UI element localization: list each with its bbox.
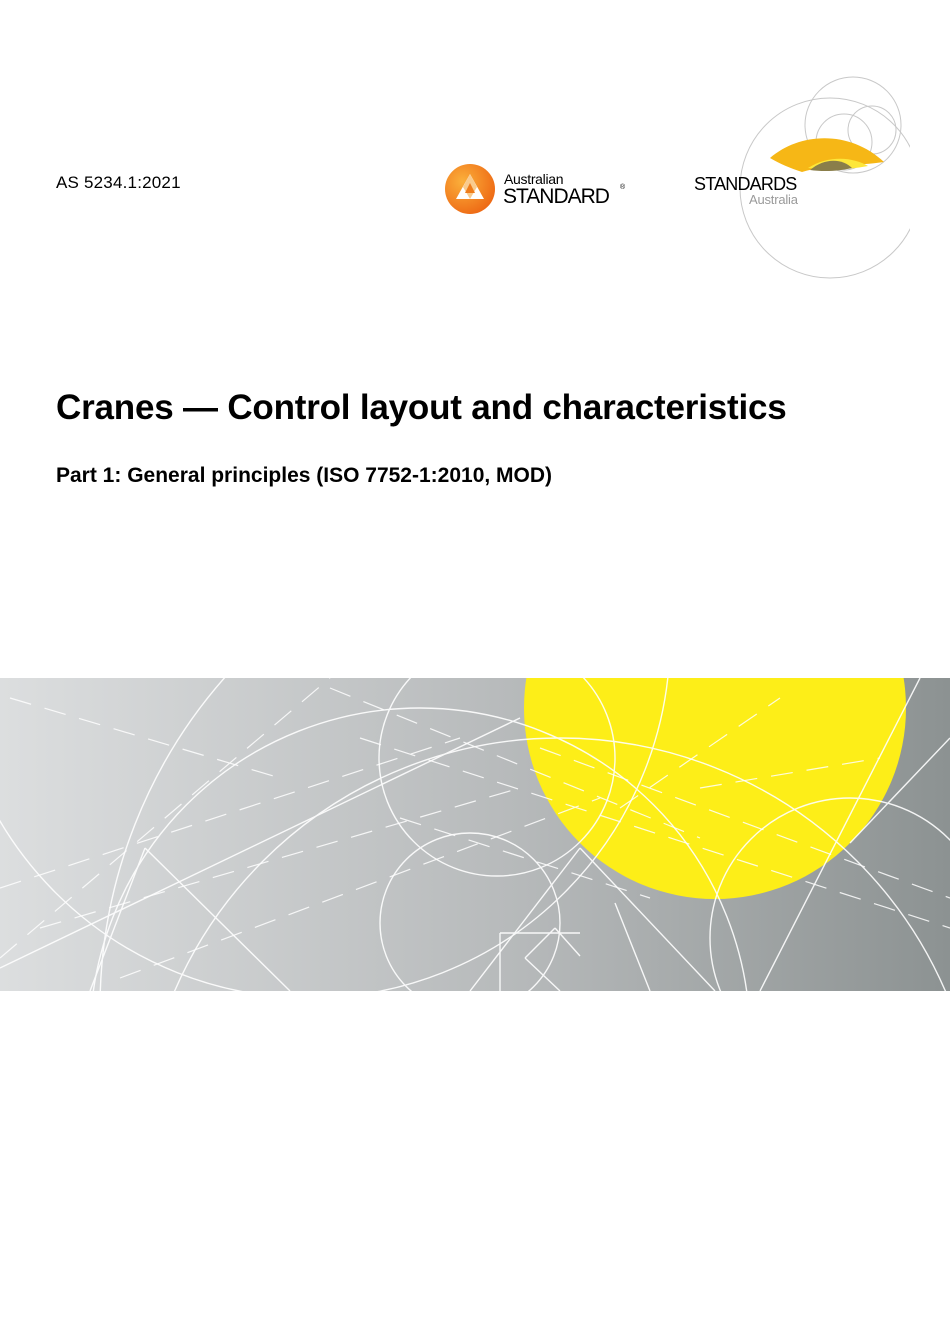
registered-mark: ® — [620, 184, 626, 191]
standards-australia-logo — [690, 70, 910, 285]
standards-wordmark: STANDARDS — [694, 174, 797, 194]
australian-standard-icon — [444, 163, 496, 215]
decorative-geometric-banner — [0, 678, 950, 991]
australian-wordmark: Australian — [504, 171, 564, 187]
australia-wordmark: Australia — [749, 192, 798, 207]
document-number: AS 5234.1:2021 — [56, 173, 181, 192]
standard-wordmark: STANDARD — [503, 185, 609, 208]
australian-standard-logo — [444, 163, 634, 217]
document-title: Cranes — Control layout and characteristics — [56, 388, 787, 427]
document-subtitle: Part 1: General principles (ISO 7752-1:2010, MOD) — [56, 464, 553, 487]
